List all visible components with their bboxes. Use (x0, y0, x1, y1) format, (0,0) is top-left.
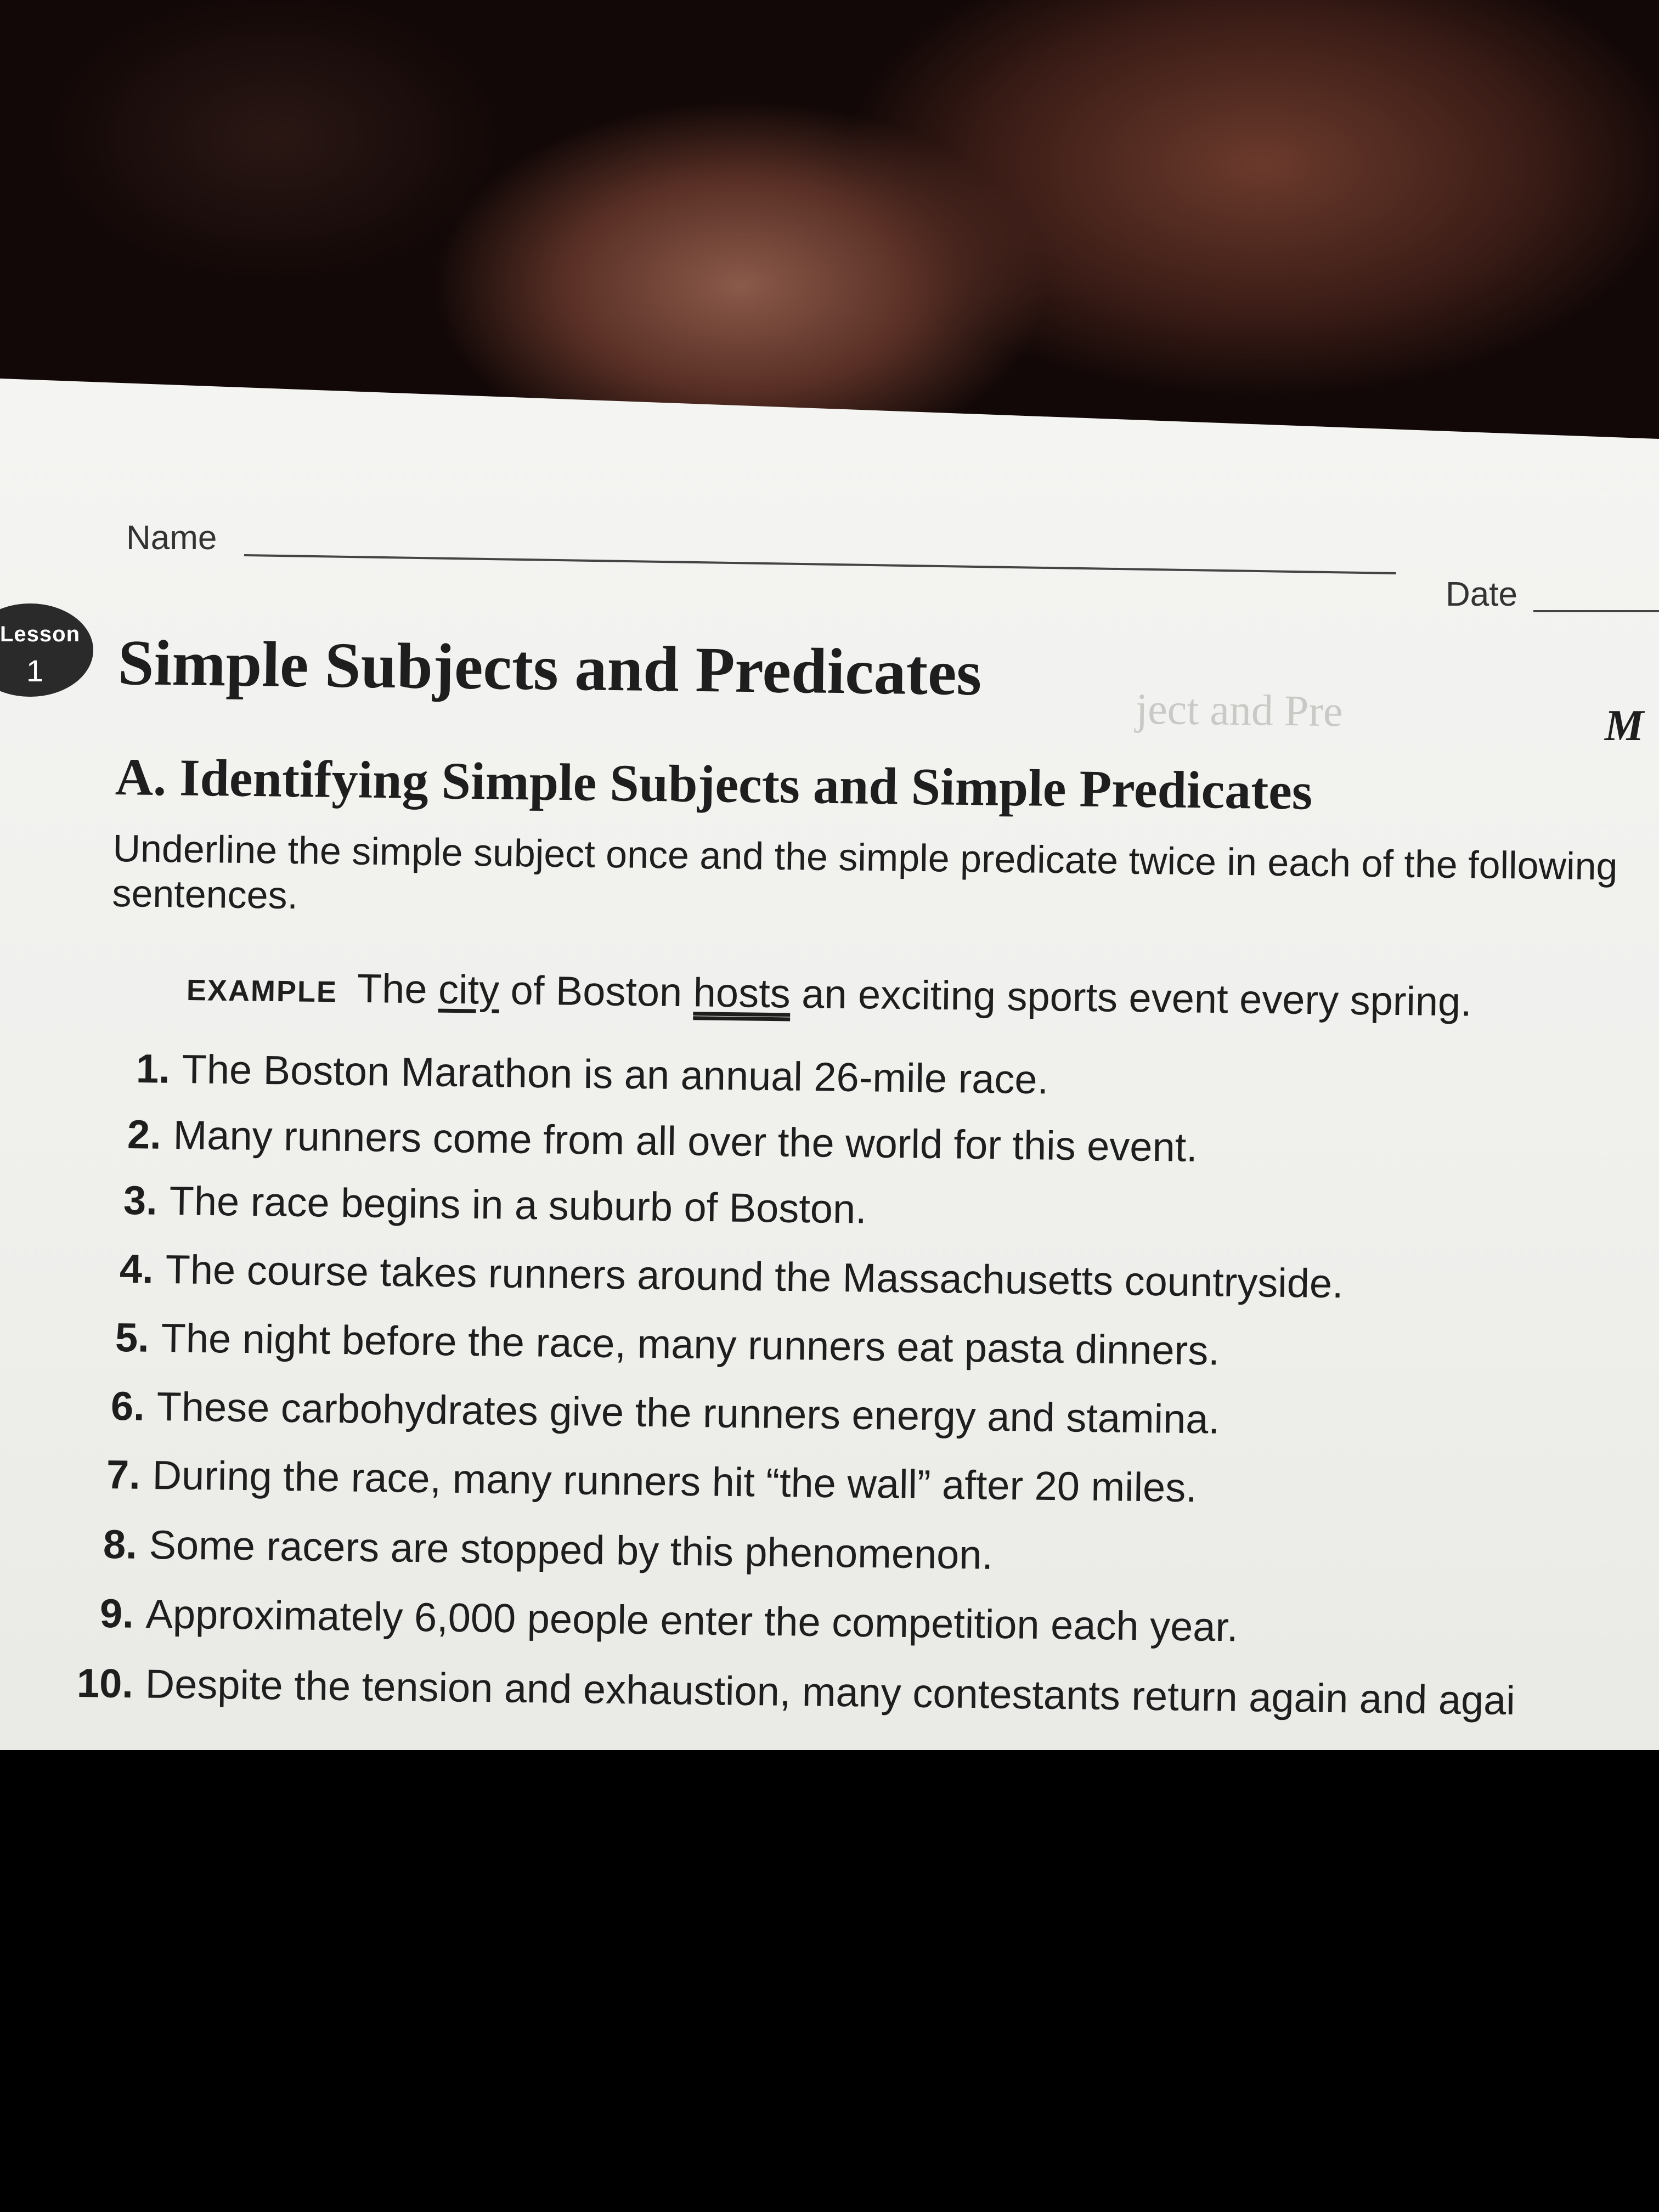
item-text: Despite the tension and exhaustion, many contestants return again and agai (145, 1661, 1516, 1724)
date-label: Date (1446, 575, 1517, 613)
item-number: 10. (76, 1660, 134, 1707)
dark-foreground (0, 1750, 1659, 2212)
instructions: Underline the simple subject once and the simple predicate twice in each of the following sentences. (112, 827, 1618, 917)
lesson-number: 1 (26, 653, 44, 688)
item-text: These carbohydrates give the runners energy and stamina. (156, 1384, 1220, 1442)
item-text: Many runners come from all over the world for this event. (173, 1112, 1198, 1170)
date-line (1533, 610, 1659, 612)
lesson-word: Lesson (0, 622, 81, 646)
item-number: 9. (99, 1590, 134, 1637)
item-text: The Boston Marathon is an annual 26-mile race. (182, 1046, 1049, 1103)
item-number: 8. (103, 1521, 138, 1567)
example-subject: city (438, 966, 500, 1013)
example-predicate: hosts (693, 969, 791, 1017)
item-number: 7. (106, 1452, 141, 1498)
example-text-3: an exciting sports event every spring. (790, 970, 1472, 1025)
item-number: 6. (110, 1383, 145, 1429)
page-title: Simple Subjects and Predicates (117, 627, 983, 709)
name-label: Name (126, 519, 217, 557)
item-text: The night before the race, many runners eat pasta dinners. (161, 1315, 1220, 1374)
item-text: During the race, many runners hit “the wall” after 20 miles. (152, 1452, 1198, 1511)
item-number: 5. (115, 1314, 150, 1361)
item-text: The race begins in a suburb of Boston. (169, 1178, 867, 1232)
item-text: Approximately 6,000 people enter the competition each year. (145, 1591, 1239, 1650)
list-item (123, 1177, 867, 1233)
item-text: The course takes runners around the Massachusetts countryside. (165, 1246, 1344, 1307)
bleed-through-text: ject and Pre (1135, 685, 1344, 736)
photo-background (0, 0, 1659, 450)
example-label: EXAMPLE (186, 974, 338, 1009)
section-heading: A. Identifying Simple Subjects and Simple Predicates (115, 747, 1313, 821)
item-number: 2. (127, 1111, 162, 1158)
item-number: 1. (136, 1046, 171, 1092)
example-text-1: The (357, 965, 439, 1012)
item-number: 4. (119, 1246, 154, 1292)
item-text: Some racers are stopped by this phenomenon. (149, 1522, 994, 1578)
corner-text: M (1605, 702, 1644, 750)
example-text-2: of Boston (499, 967, 694, 1015)
item-number: 3. (123, 1177, 158, 1223)
